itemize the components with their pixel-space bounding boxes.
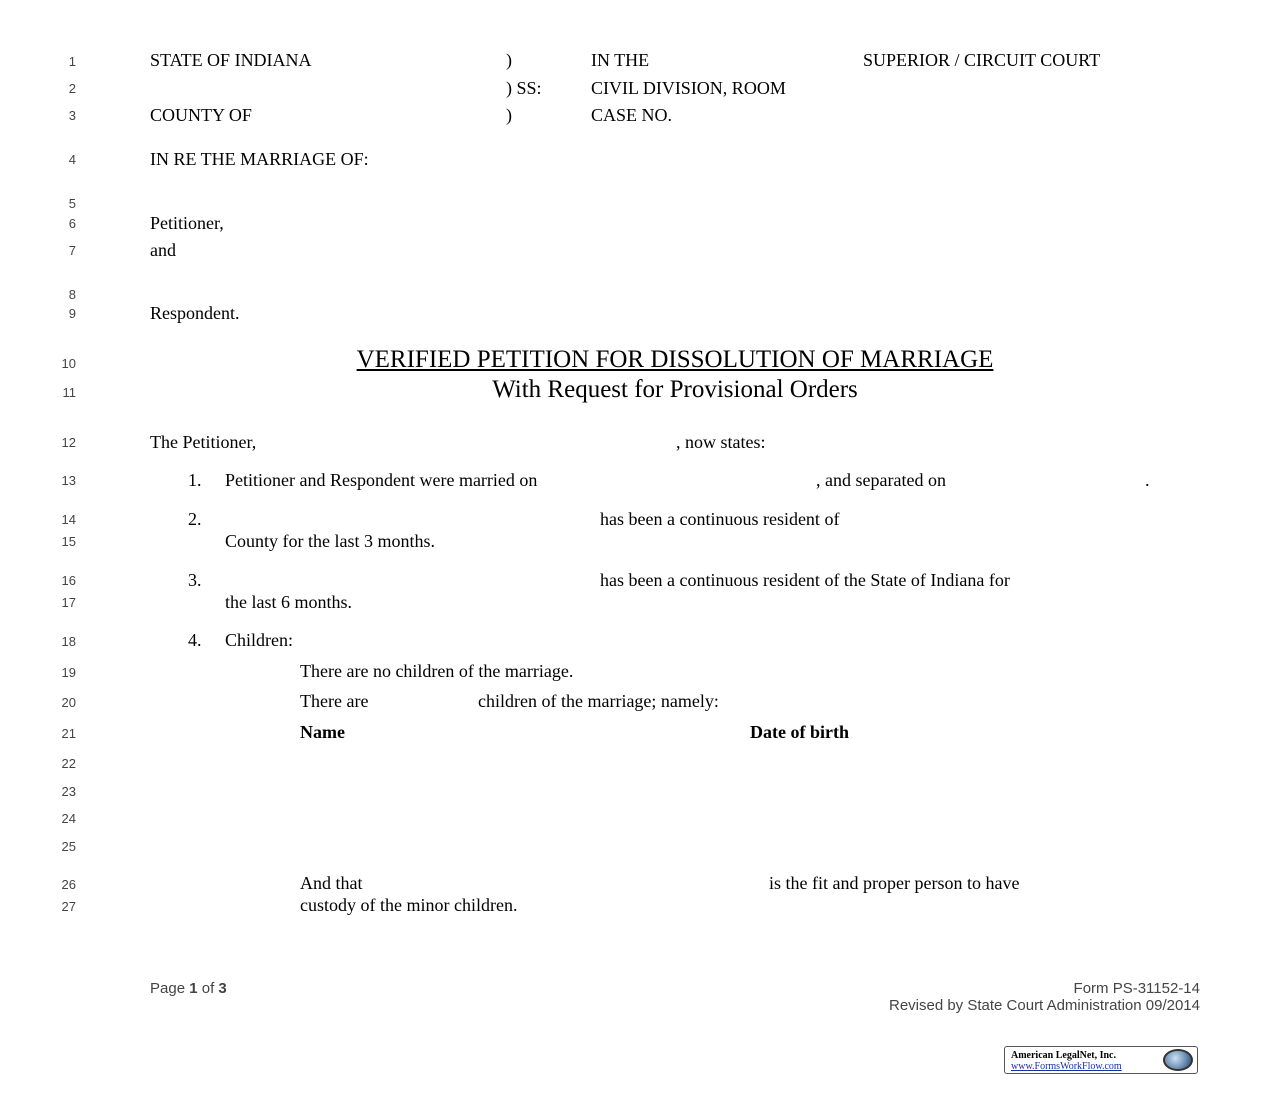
line-number-16: 16 (61, 573, 76, 588)
item-1-married-on: Petitioner and Respondent were married on (225, 470, 538, 490)
children-namely-text: children of the marriage; namely: (478, 691, 719, 711)
line-number-4: 4 (68, 152, 76, 167)
line-number-13: 13 (61, 473, 76, 488)
item-2-number: 2. (188, 509, 202, 529)
caption-state: STATE OF INDIANA (150, 50, 312, 70)
of-word: of (201, 980, 215, 997)
line-number-22: 22 (61, 756, 76, 771)
page-number: 1 (189, 980, 198, 997)
page-indicator (150, 980, 227, 997)
column-header-date-of-birth: Date of birth (750, 722, 849, 742)
no-children-option: There are no children of the marriage. (300, 661, 574, 681)
caption-respondent: Respondent. (150, 303, 240, 323)
caption-petitioner: Petitioner, (150, 213, 224, 233)
and-that-text: And that (300, 873, 363, 893)
line-number-18: 18 (61, 634, 76, 649)
line-number-15: 15 (61, 534, 76, 549)
line-number-9: 9 (68, 306, 76, 321)
document-subtitle: With Request for Provisional Orders (492, 376, 858, 403)
caption-case-no: CASE NO. (591, 105, 673, 125)
item-1-period: . (1145, 470, 1150, 490)
custody-text: custody of the minor children. (300, 895, 518, 915)
line-number-10: 10 (61, 356, 76, 371)
line-number-27: 27 (61, 899, 76, 914)
item-4-number: 4. (188, 630, 202, 650)
fit-proper-text: is the fit and proper person to have (769, 873, 1020, 893)
caption-county: COUNTY OF (150, 105, 252, 125)
intro-petitioner: The Petitioner, (150, 432, 257, 452)
item-2-county-months: County for the last 3 months. (225, 531, 435, 551)
item-1-separated-on: , and separated on (816, 470, 946, 490)
logo-url-link[interactable]: www.FormsWorkFlow.com (1011, 1061, 1122, 1072)
caption-civil-division: CIVIL DIVISION, ROOM (591, 78, 786, 98)
caption-paren-1: ) (506, 50, 512, 70)
line-number-14: 14 (61, 512, 76, 527)
line-number-23: 23 (61, 784, 76, 799)
line-number-20: 20 (61, 695, 76, 710)
line-number-19: 19 (61, 665, 76, 680)
revised-note: Revised by State Court Administration 09/2014 (888, 997, 1200, 1014)
globe-icon (1163, 1049, 1193, 1071)
line-number-12: 12 (61, 435, 76, 450)
item-2-resident-county: has been a continuous resident of (600, 509, 840, 529)
page-total: 3 (218, 980, 227, 997)
item-1-number: 1. (188, 470, 202, 490)
caption-in-re: IN RE THE MARRIAGE OF: (150, 149, 369, 169)
legalnet-logo[interactable] (1004, 1046, 1198, 1074)
line-number-5: 5 (68, 196, 76, 211)
line-number-1: 1 (68, 54, 76, 69)
line-number-3: 3 (68, 108, 76, 123)
item-3-number: 3. (188, 570, 202, 590)
caption-and: and (150, 240, 176, 260)
there-are-text: There are (300, 691, 369, 711)
logo-company-name: American LegalNet, Inc. (1011, 1050, 1116, 1061)
item-3-months: the last 6 months. (225, 592, 352, 612)
caption-in-the: IN THE (591, 50, 650, 70)
caption-paren-3: ) (506, 105, 512, 125)
line-number-25: 25 (61, 839, 76, 854)
line-number-6: 6 (68, 216, 76, 231)
form-number: Form PS-31152-14 (1073, 980, 1200, 997)
caption-court: SUPERIOR / CIRCUIT COURT (863, 50, 1101, 70)
line-number-17: 17 (61, 595, 76, 610)
item-3-resident-state: has been a continuous resident of the State of Indiana for (600, 570, 1010, 590)
line-number-2: 2 (68, 81, 76, 96)
document-title (0, 346, 1275, 374)
line-number-26: 26 (61, 877, 76, 892)
item-4-children-label: Children: (225, 630, 293, 650)
intro-now-states: , now states: (676, 432, 766, 452)
document-title-text: VERIFIED PETITION FOR DISSOLUTION OF MARRIAGE (356, 346, 994, 373)
page-word: Page (150, 980, 186, 997)
caption-paren-ss: ) SS: (506, 78, 542, 98)
line-number-7: 7 (68, 243, 76, 258)
line-number-21: 21 (61, 726, 76, 741)
line-number-24: 24 (61, 811, 76, 826)
column-header-name: Name (300, 722, 345, 742)
line-number-8: 8 (68, 287, 76, 302)
line-number-11: 11 (62, 385, 76, 400)
